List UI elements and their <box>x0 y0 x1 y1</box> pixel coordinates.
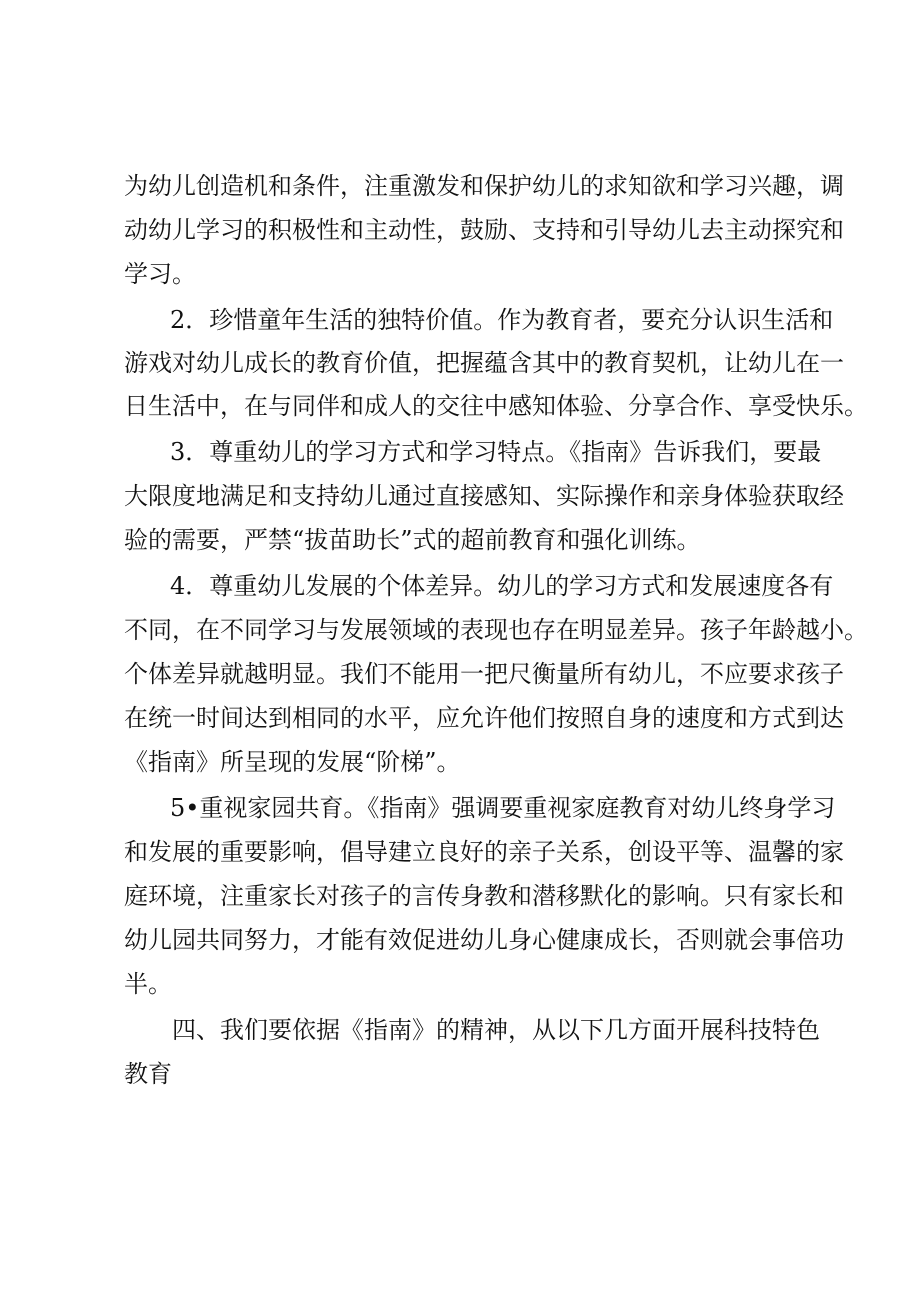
text-line: 幼儿园共同努力，才能有效促进幼儿身心健康成长，否则就会事倍功 <box>124 926 844 954</box>
text-line: 在统一时间达到相同的水平，应允许他们按照自身的速度和方式到达 <box>124 704 844 732</box>
text-line: 《指南》所呈现的发展“阶梯”。 <box>124 748 461 776</box>
text-line: 四、我们要依据《指南》的精神，从以下几方面开展科技特色 <box>172 1016 820 1044</box>
text-line: 4．尊重幼儿发展的个体差异。幼儿的学习方式和发展速度各有 <box>170 572 834 600</box>
text-line: 教育 <box>124 1060 172 1088</box>
text-line: 不同，在不同学习与发展领域的表现也存在明显差异。孩子年龄越小。 <box>124 616 868 644</box>
text-line: 游戏对幼儿成长的教育价值，把握蕴含其中的教育契机，让幼儿在一 <box>124 349 844 377</box>
text-line: 学习。 <box>124 260 196 288</box>
text-line: 5•重视家园共育。《指南》强调要重视家庭教育对幼儿终身学习 <box>170 794 836 822</box>
text-line: 半。 <box>124 970 172 998</box>
text-line: 为幼儿创造机和条件，注重激发和保护幼儿的求知欲和学习兴趣，调 <box>124 172 844 200</box>
text-line: 3．尊重幼儿的学习方式和学习特点。《指南》告诉我们，要最 <box>170 438 822 466</box>
text-line: 日生活中，在与同伴和成人的交往中感知体验、分享合作、享受快乐。 <box>124 392 868 420</box>
text-line: 验的需要，严禁“拔苗助长”式的超前教育和强化训练。 <box>124 526 701 554</box>
text-line: 和发展的重要影响，倡导建立良好的亲子关系，创设平等、温馨的家 <box>124 838 844 866</box>
text-line: 庭环境，注重家长对孩子的言传身教和潜移默化的影响。只有家长和 <box>124 882 844 910</box>
text-line: 动幼儿学习的积极性和主动性，鼓励、支持和引导幼儿去主动探究和 <box>124 216 844 244</box>
text-line: 2．珍惜童年生活的独特价值。作为教育者，要充分认识生活和 <box>170 306 834 334</box>
text-line: 大限度地满足和支持幼儿通过直接感知、实际操作和亲身体验获取经 <box>124 482 844 510</box>
text-line: 个体差异就越明显。我们不能用一把尺衡量所有幼儿，不应要求孩子 <box>124 660 844 688</box>
